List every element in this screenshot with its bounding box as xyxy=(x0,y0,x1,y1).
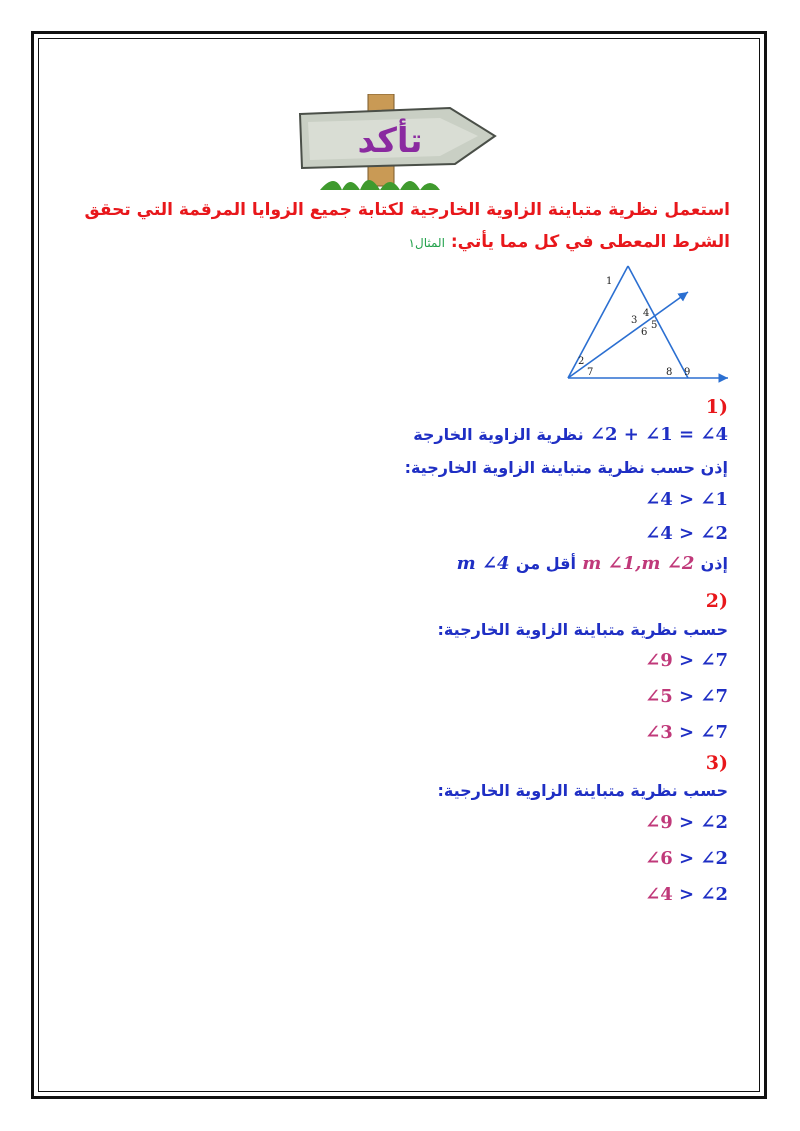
q2-number: (2 xyxy=(705,590,728,612)
q3-ineq-3: ∠4 > ∠2 xyxy=(645,884,728,905)
triangle-figure xyxy=(560,258,740,388)
q3-ineq-1: ∠9 > ∠2 xyxy=(645,812,728,833)
figure-label-7: 7 xyxy=(587,367,594,378)
instruction-line-1: استعمل نظرية متباينة الزاوية الخارجية لكتابة جميع الزوايا المرقمة التي تحقق xyxy=(84,200,730,220)
q1-conclusion-end: m ∠4 xyxy=(456,553,510,574)
q1-number: (1 xyxy=(705,396,728,418)
q2-ineq-2: ∠5 > ∠7 xyxy=(645,686,728,707)
q1-line1 xyxy=(413,424,728,445)
figure-label-1: 1 xyxy=(606,276,613,287)
figure-label-5: 5 xyxy=(651,320,658,331)
q1-line1-text: نظرية الزاوية الخارجة xyxy=(413,425,584,444)
q2-ineq-3: ∠3 > ∠7 xyxy=(645,722,728,743)
q1-conclusion-mid: أقل من xyxy=(515,554,576,573)
confirm-sign-logo xyxy=(290,94,510,194)
figure-label-6: 6 xyxy=(641,327,648,338)
instruction-line-2 xyxy=(50,226,730,259)
q1-line2: إذن حسب نظرية متباينة الزاوية الخارجية: xyxy=(404,458,728,477)
q1-conclusion xyxy=(457,553,728,574)
figure-label-9: 9 xyxy=(684,367,691,378)
figure-label-8: 8 xyxy=(666,367,673,378)
example-reference: المثال١ xyxy=(408,236,445,250)
figure-label-2: 2 xyxy=(578,356,585,367)
figure-label-3: 3 xyxy=(631,315,638,326)
figure-label-4: 4 xyxy=(643,308,650,319)
q1-conclusion-prefix: إذن xyxy=(700,554,728,573)
q1-line1-math: ∠2 + ∠1 = ∠4 xyxy=(589,424,728,445)
q1-ineq-2: ∠4 > ∠2 xyxy=(645,523,728,544)
q1-conclusion-angles: m ∠1,m ∠2 xyxy=(582,553,695,574)
exercise-instructions xyxy=(50,194,730,259)
q3-intro: حسب نظرية متباينة الزاوية الخارجية: xyxy=(437,781,728,800)
logo-text: تأكد xyxy=(357,121,423,161)
q3-number: (3 xyxy=(705,752,728,774)
q2-intro: حسب نظرية متباينة الزاوية الخارجية: xyxy=(437,620,728,639)
q1-ineq-1: ∠4 > ∠1 xyxy=(645,489,728,510)
instruction-line-2-text: الشرط المعطى في كل مما يأتي: xyxy=(450,232,730,252)
q3-ineq-2: ∠6 > ∠2 xyxy=(645,848,728,869)
q2-ineq-1: ∠9 > ∠7 xyxy=(645,650,728,671)
